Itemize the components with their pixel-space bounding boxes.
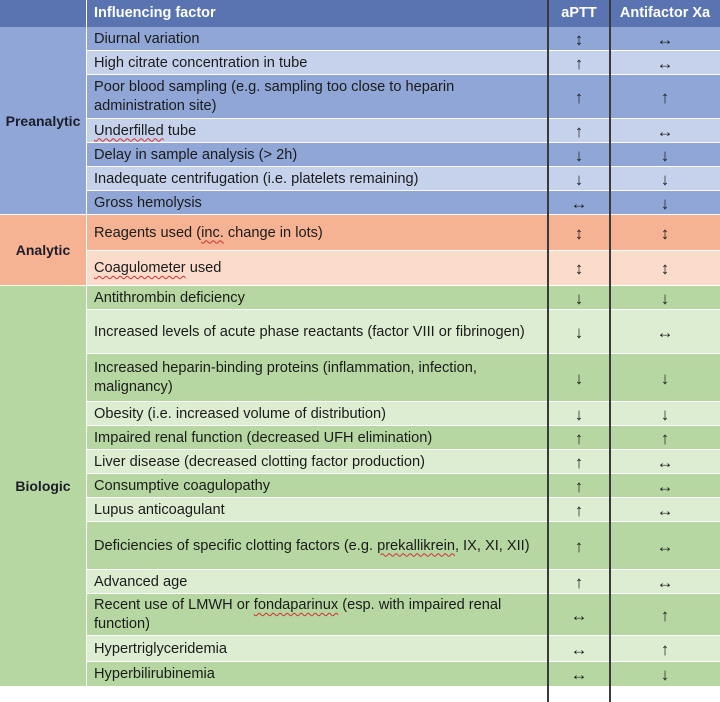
antifactor-xa-effect-arrow: ↓	[610, 143, 720, 167]
factor-cell: Increased levels of acute phase reactants (factor VIII or fibrinogen)	[86, 310, 548, 354]
antifactor-xa-effect-arrow: ↓	[610, 402, 720, 426]
aptt-effect-arrow: ↑	[548, 75, 610, 119]
aptt-effect-arrow: ↔	[548, 662, 610, 687]
aptt-effect-arrow: ↔	[548, 594, 610, 636]
factor-cell: Lupus anticoagulant	[86, 498, 548, 522]
factor-cell: Hyperbilirubinemia	[86, 662, 548, 687]
factor-cell: Poor blood sampling (e.g. sampling too close to heparin administration site)	[86, 75, 548, 119]
antifactor-xa-effect-arrow: ↑	[610, 594, 720, 636]
group-label-analytic: Analytic	[0, 215, 86, 286]
antifactor-xa-effect-arrow: ↓	[610, 167, 720, 191]
antifactor-xa-effect-arrow: ↓	[610, 286, 720, 310]
factor-cell: Advanced age	[86, 570, 548, 594]
aptt-effect-arrow: ↑	[548, 498, 610, 522]
antifactor-xa-effect-arrow: ↔	[610, 474, 720, 498]
factor-cell: Liver disease (decreased clotting factor production)	[86, 450, 548, 474]
aptt-effect-arrow: ↑	[548, 522, 610, 570]
factor-cell: High citrate concentration in tube	[86, 51, 548, 75]
antifactor-xa-effect-arrow: ↓	[610, 662, 720, 687]
antifactor-xa-effect-arrow: ↑	[610, 636, 720, 662]
aptt-effect-arrow: ↔	[548, 636, 610, 662]
factor-cell: Impaired renal function (decreased UFH elimination)	[86, 426, 548, 450]
antifactor-xa-effect-arrow: ↑	[610, 75, 720, 119]
spellcheck-underline: fondaparinux	[253, 597, 339, 613]
antifactor-xa-effect-arrow: ↔	[610, 522, 720, 570]
group-divider	[0, 686, 720, 688]
aptt-effect-arrow: ↓	[548, 143, 610, 167]
factor-cell	[86, 594, 548, 636]
factor-cell: Consumptive coagulopathy	[86, 474, 548, 498]
factor-text: Reagents used (inc. change in lots)	[94, 224, 323, 241]
spellcheck-underline: Underfilled	[94, 122, 164, 139]
aptt-effect-arrow: ↓	[548, 354, 610, 402]
group-label-preanalytic: Preanalytic	[0, 27, 86, 215]
column-divider	[547, 0, 549, 702]
aptt-effect-arrow: ↑	[548, 426, 610, 450]
antifactor-xa-effect-arrow: ↓	[610, 354, 720, 402]
factor-cell: Obesity (i.e. increased volume of distribution)	[86, 402, 548, 426]
factor-cell	[86, 251, 548, 286]
factor-text: Recent use of LMWH or fondaparinux (esp. with impaired renal function)	[94, 597, 502, 632]
spellcheck-underline: Coagulometer	[94, 260, 186, 276]
factor-cell: Hypertriglyceridemia	[86, 636, 548, 662]
factor-cell	[86, 215, 548, 251]
factor-cell: Antithrombin deficiency	[86, 286, 548, 310]
antifactor-xa-effect-arrow: ↕	[610, 251, 720, 286]
factor-cell	[86, 119, 548, 143]
antifactor-xa-effect-arrow: ↔	[610, 51, 720, 75]
aptt-effect-arrow: ↑	[548, 119, 610, 143]
factor-text: Underfilled tube	[94, 122, 197, 139]
aptt-effect-arrow: ↑	[548, 51, 610, 75]
aptt-effect-arrow: ↑	[548, 570, 610, 594]
factor-cell: Inadequate centrifugation (i.e. platelets remaining)	[86, 167, 548, 191]
factor-cell	[86, 522, 548, 570]
antifactor-xa-effect-arrow: ↕	[610, 215, 720, 251]
aptt-effect-arrow: ↓	[548, 402, 610, 426]
aptt-effect-arrow: ↔	[548, 191, 610, 215]
factor-cell: Delay in sample analysis (> 2h)	[86, 143, 548, 167]
factor-text: Coagulometer used	[94, 260, 222, 276]
antifactor-xa-effect-arrow: ↔	[610, 450, 720, 474]
antifactor-xa-effect-arrow: ↔	[610, 310, 720, 354]
group-label-biologic: Biologic	[0, 286, 86, 687]
factor-cell: Gross hemolysis	[86, 191, 548, 215]
factor-text: Deficiencies of specific clotting factors (e.g. prekallikrein, IX, XI, XII)	[94, 537, 530, 554]
aptt-effect-arrow: ↓	[548, 167, 610, 191]
antifactor-xa-effect-arrow: ↑	[610, 426, 720, 450]
aptt-effect-arrow: ↕	[548, 251, 610, 286]
antifactor-xa-effect-arrow: ↔	[610, 570, 720, 594]
antifactor-xa-effect-arrow: ↔	[610, 27, 720, 51]
aptt-effect-arrow: ↑	[548, 450, 610, 474]
spellcheck-underline: inc.	[201, 224, 224, 241]
header-influencing-factor: Influencing factor	[86, 0, 548, 27]
factor-cell: Diurnal variation	[86, 27, 548, 51]
header-group-blank	[0, 0, 86, 27]
group-column-divider	[86, 0, 87, 702]
antifactor-xa-effect-arrow: ↔	[610, 498, 720, 522]
aptt-effect-arrow: ↑	[548, 474, 610, 498]
header-antifactor-xa: Antifactor Xa	[610, 0, 720, 27]
aptt-effect-arrow: ↕	[548, 215, 610, 251]
aptt-effect-arrow: ↓	[548, 286, 610, 310]
aptt-effect-arrow: ↕	[548, 27, 610, 51]
aptt-effect-arrow: ↓	[548, 310, 610, 354]
factor-cell: Increased heparin-binding proteins (inflammation, infection, malignancy)	[86, 354, 548, 402]
column-divider	[609, 0, 611, 702]
header-aptt: aPTT	[548, 0, 610, 27]
antifactor-xa-effect-arrow: ↔	[610, 119, 720, 143]
spellcheck-underline: prekallikrein	[377, 537, 455, 554]
antifactor-xa-effect-arrow: ↓	[610, 191, 720, 215]
